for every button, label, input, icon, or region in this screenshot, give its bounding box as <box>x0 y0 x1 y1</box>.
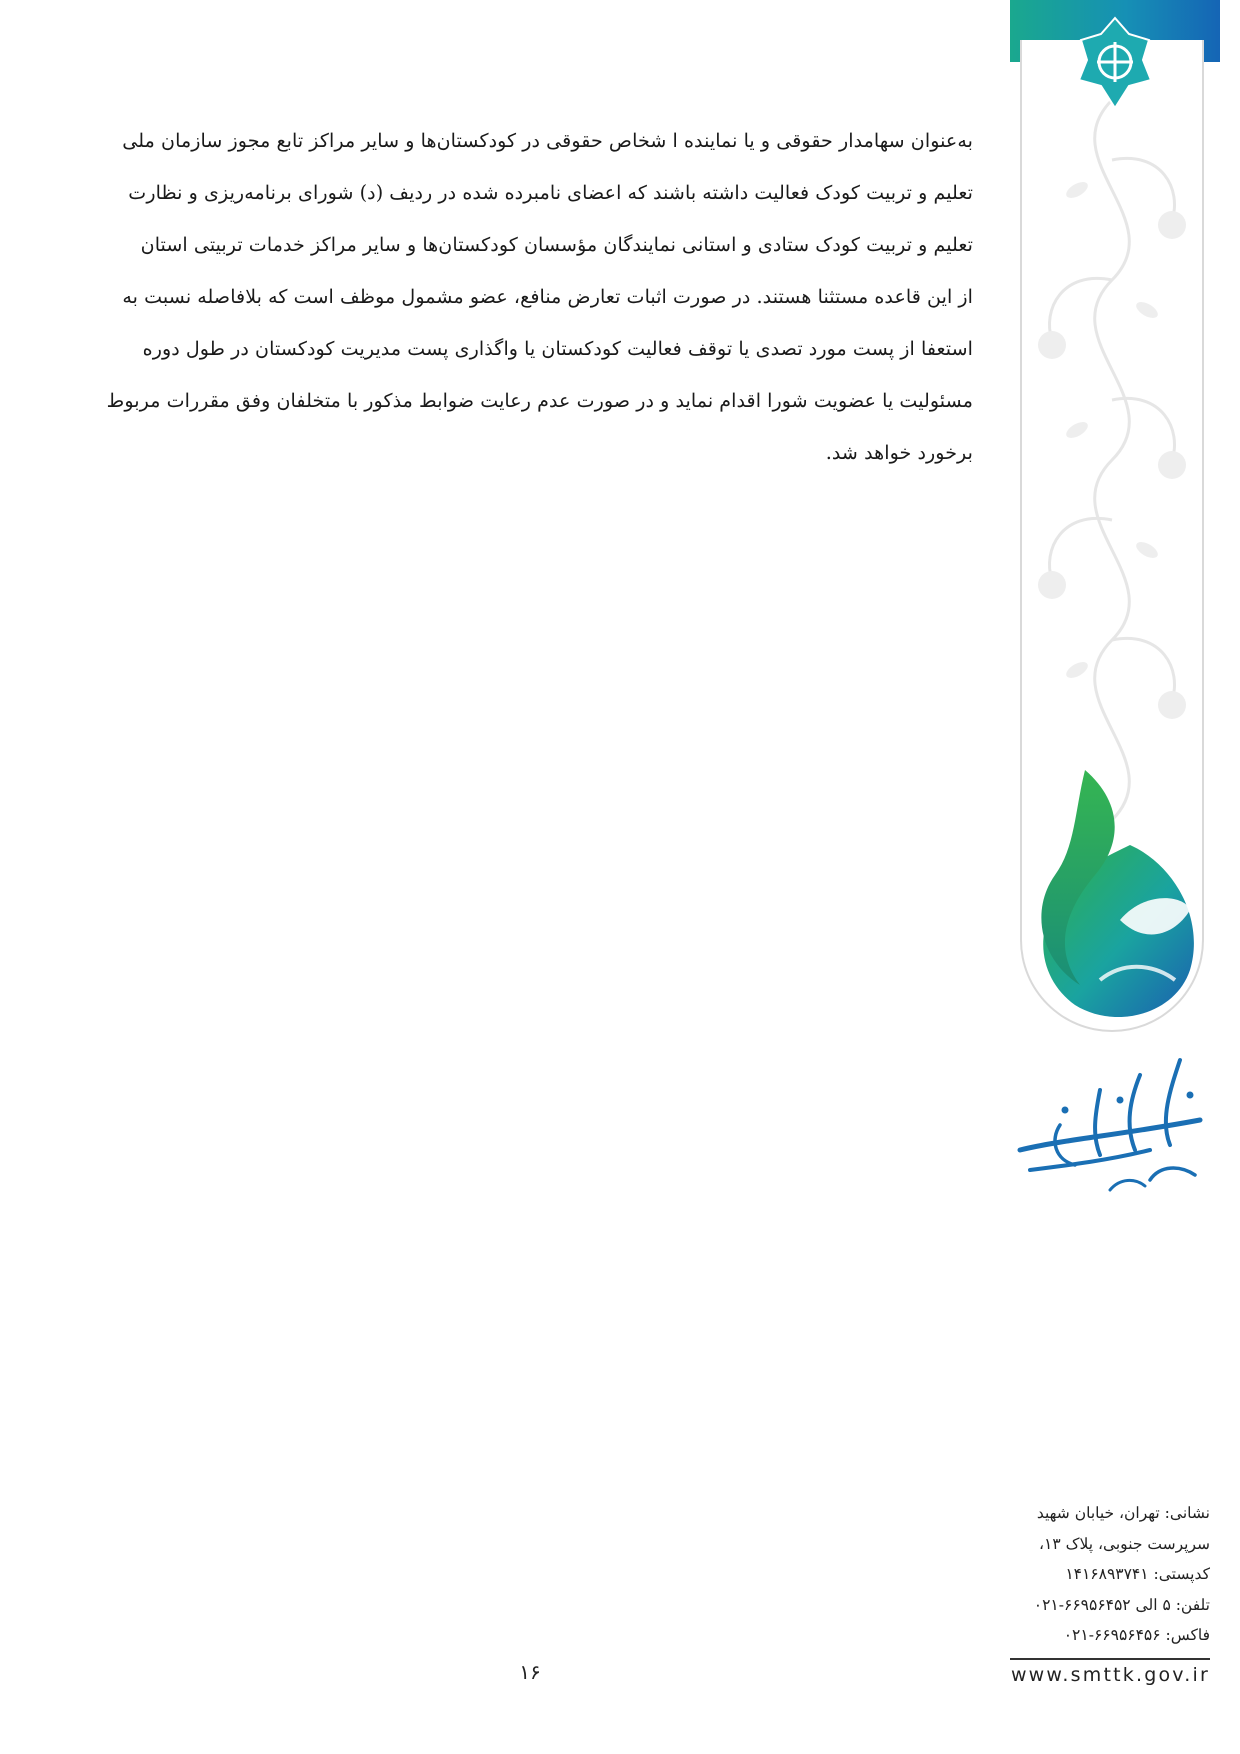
page-number: ۱۶ <box>519 1660 541 1684</box>
fax-line: فاکس: ۶۶۹۵۶۴۵۶-۰۲۱ <box>1063 1626 1210 1644</box>
postal-code-line: کدپستی: ۱۴۱۶۸۹۳۷۴۱ <box>1065 1565 1210 1583</box>
side-decoration <box>1010 0 1225 1060</box>
organization-calligraphy-icon <box>1000 1040 1220 1200</box>
body-line: مسئولیت یا عضویت شورا اقدام نماید و در صورت عدم رعایت ضوابط مذکور با متخلفان وفق مقررات مربوط <box>106 389 973 412</box>
body-line: برخورد خواهد شد. <box>825 441 973 464</box>
body-line: استعفا از پست مورد تصدی یا توقف فعالیت کودکستان یا واگذاری پست مدیریت کودکستان در طول دوره <box>142 337 973 360</box>
address-line: نشانی: تهران، خیابان شهید <box>1036 1504 1210 1522</box>
website-link[interactable]: www.smttk.gov.ir <box>1010 1664 1210 1686</box>
arabesque-ornament-icon <box>1065 14 1165 114</box>
address-line: سرپرست جنوبی، پلاک ۱۳، <box>1038 1534 1210 1553</box>
body-line: تعلیم و تربیت کودک ستادی و استانی نمایندگان مؤسسان کودکستان‌ها و سایر مراکز خدمات تربیتی استان <box>140 233 973 256</box>
body-line: تعلیم و تربیت کودک فعالیت داشته باشند که اعضای نامبرده شده در ردیف (د) شورای برنامه‌ریزی و نظارت <box>128 181 973 204</box>
teardrop-logo-icon <box>1025 770 1215 1025</box>
document-body <box>88 115 973 479</box>
footer-divider <box>1010 1658 1210 1660</box>
body-line: به‌عنوان سهامدار حقوقی و یا نماینده ا شخاص حقوقی در کودکستان‌ها و سایر مراکز تابع مجوز سازمان ملی <box>122 129 973 152</box>
body-line: از این قاعده مستثنا هستند. در صورت اثبات تعارض منافع، عضو مشمول موظف است که بلافاصله نسبت به <box>122 285 973 308</box>
address-block <box>1010 1498 1210 1651</box>
phone-line: تلفن: ۵ الی ۶۶۹۵۶۴۵۲-۰۲۱ <box>1033 1595 1210 1614</box>
